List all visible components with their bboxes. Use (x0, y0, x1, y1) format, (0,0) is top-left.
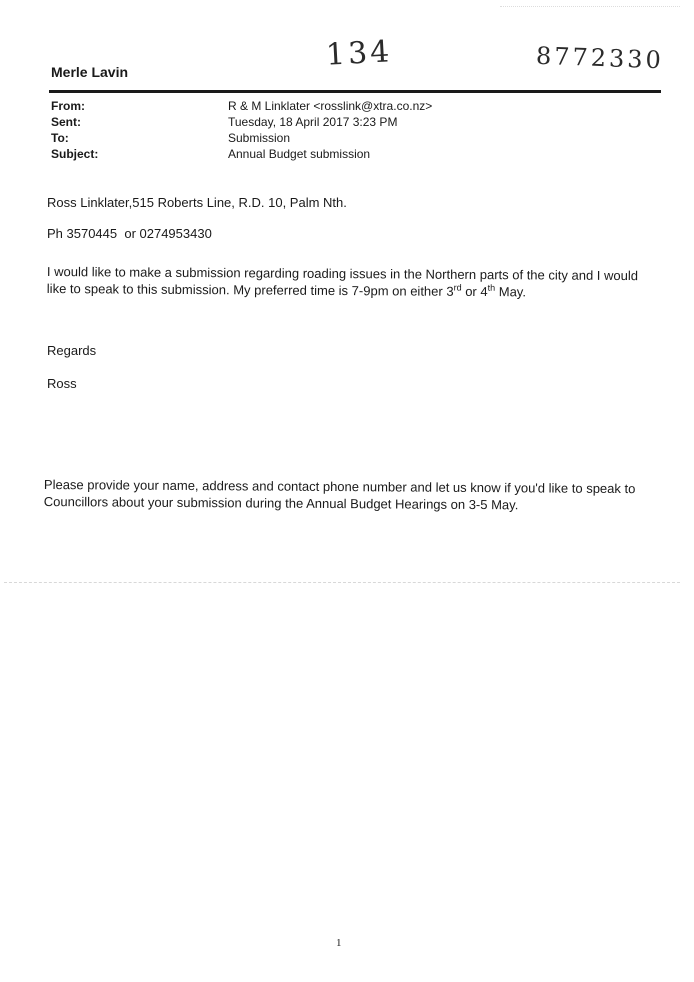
paragraph-text-1: I would like to make a submission regarding roading issues in the Northern parts of the city and I would like to speak to this submission. My preferred time is 7-9pm on either 3 (46, 263, 639, 299)
header-row-from (51, 98, 432, 114)
paragraph-text-2: or 4 (461, 283, 488, 300)
header-value-from: R & M Linklater <rosslink@xtra.co.nz> (228, 99, 433, 113)
header-row-to (51, 130, 432, 146)
scan-artifact-line (4, 582, 680, 583)
body-signoff: Ross (47, 376, 77, 391)
handwritten-annotation-right: 8772330 (535, 41, 665, 75)
header-label-from: From: (51, 99, 85, 113)
body-paragraph (47, 263, 647, 301)
body-phone: Ph 3570445 or 0274953430 (47, 226, 212, 241)
page-number: 1 (336, 937, 342, 949)
header-value-subject: Annual Budget submission (228, 147, 371, 161)
header-divider (49, 90, 661, 93)
header-label-to: To: (51, 131, 69, 145)
superscript-rd: rd (453, 282, 462, 293)
header-value-sent: Tuesday, 18 April 2017 3:23 PM (228, 115, 398, 129)
header-label-sent: Sent: (51, 115, 81, 129)
scan-artifact-top (500, 6, 680, 7)
footer-note: Please provide your name, address and contact phone number and let us know if you'd like to speak to Councillors about your submission during the Annual Budget Hearings on 3-5 May. (43, 476, 636, 513)
email-header-table (51, 98, 432, 162)
header-value-to: Submission (228, 131, 291, 145)
body-address: Ross Linklater,515 Roberts Line, R.D. 10, Palm Nth. (47, 195, 347, 210)
handwritten-annotation-left: 134 (325, 34, 394, 73)
header-row-sent (51, 114, 432, 130)
body-regards: Regards (47, 343, 97, 358)
paragraph-text-3: May. (495, 284, 527, 300)
sender-name: Merle Lavin (51, 64, 129, 80)
superscript-th: th (487, 282, 496, 293)
header-label-subject: Subject: (51, 147, 99, 161)
header-row-subject (51, 146, 432, 162)
